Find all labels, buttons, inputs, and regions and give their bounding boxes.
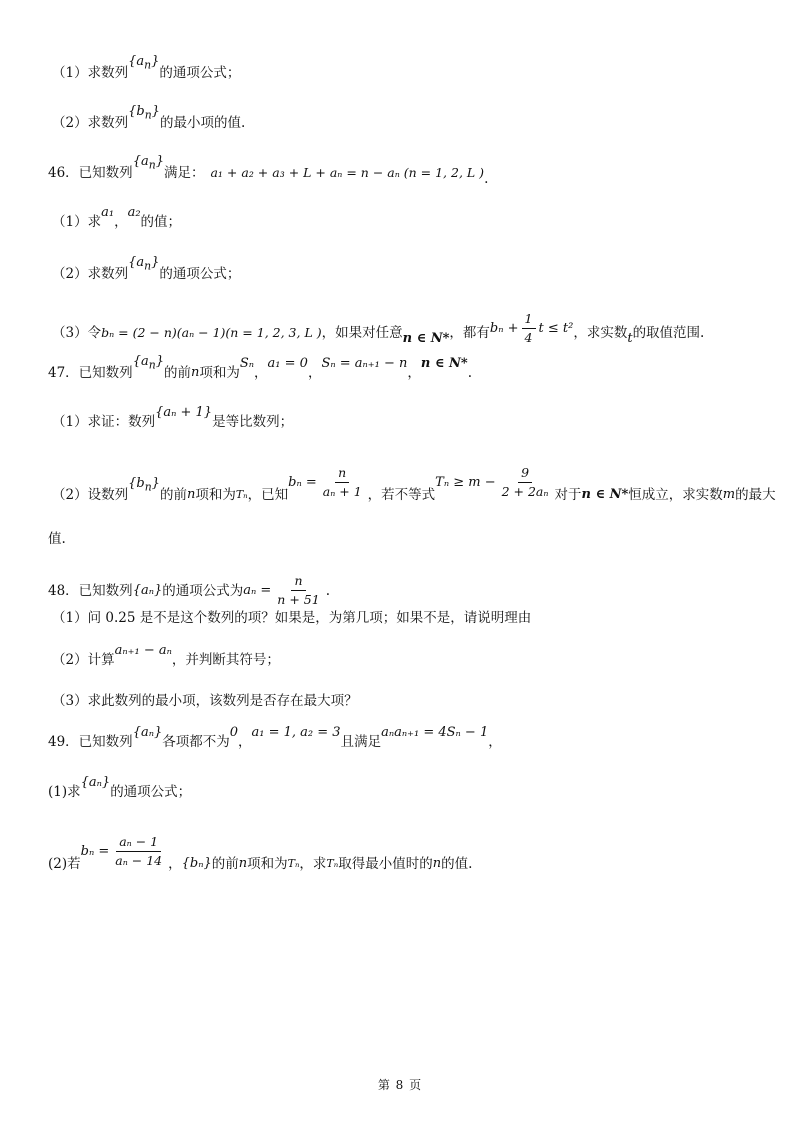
math-n: n: [186, 486, 196, 502]
math-n: n: [190, 364, 200, 380]
text: 的通项公式；: [159, 265, 241, 282]
math-seq: $\{b_n\}$: [128, 475, 160, 494]
math-a2: a₂: [127, 205, 141, 220]
text: 值.: [48, 531, 66, 547]
text: ，: [407, 364, 421, 381]
text: 取得最小值时的: [338, 855, 433, 872]
question-48-stem: [48, 572, 330, 609]
math-Sn: Sₙ: [239, 355, 255, 371]
fraction-bn: $\frac{n}{\text{aₙ + 1}}$: [322, 465, 362, 499]
question-49-stem: [48, 725, 502, 751]
text: 项和为: [199, 364, 240, 381]
text: 的最大: [735, 486, 776, 503]
math-n: n: [238, 855, 248, 871]
math-seq: $\{a_n\}$: [132, 354, 164, 372]
text: 对于: [554, 486, 582, 503]
text: （2）设数列: [52, 486, 129, 503]
text: ，: [168, 855, 182, 872]
math-seq: {aₙ}: [132, 582, 163, 598]
math-seq-plus-one: {aₙ + 1}: [155, 405, 213, 420]
text: ，求实数: [573, 324, 628, 341]
text: ，: [254, 364, 268, 381]
text: 各项都不为: [162, 734, 230, 750]
question-45-part-1: [52, 54, 241, 84]
math-difference: aₙ₊₁ − aₙ: [114, 643, 172, 658]
math-seq: $\{a_n\}$: [128, 54, 160, 72]
text: ，: [488, 734, 502, 750]
math-t: t: [627, 330, 633, 346]
text: 是等比数列；: [212, 414, 294, 430]
question-46-part-1: [52, 205, 182, 231]
question-47-part-2: [52, 465, 776, 513]
text: （3）求此数列的最小项，该数列是否存在最大项？: [52, 693, 358, 709]
math-expression: a₁ + a₂ + a₃ + L + aₙ = n − aₙ (n = 1, 2, L ): [210, 164, 485, 180]
text: 且满足: [340, 734, 382, 750]
math-seq: {aₙ}: [132, 725, 163, 740]
math-n-in-N: n ∈ N*: [402, 330, 450, 346]
question-49-part-1: [48, 775, 192, 801]
page-number: 第 8 页: [377, 1078, 423, 1092]
math-bn-def: bₙ = (2 − n)(aₙ − 1)(n = 1, 2, 3, L ): [101, 324, 322, 340]
math-m: m: [722, 486, 736, 502]
text: 46．已知数列: [48, 164, 133, 181]
text: 的前: [163, 364, 191, 381]
text: 的取值范围.: [632, 324, 705, 341]
text: ，: [238, 734, 252, 750]
text: (2)若: [48, 855, 81, 872]
question-46-part-2: [52, 255, 241, 285]
text: (1)求: [48, 784, 81, 800]
math-seq: $\{a_n\}$: [128, 255, 160, 273]
fraction-an: $\frac{n}{n + 51}$: [277, 573, 320, 607]
question-48-part-3: [52, 692, 358, 710]
text: （1）求证：数列: [52, 414, 156, 430]
text: 项和为: [195, 486, 236, 503]
math-a1-zero: a₁ = 0: [267, 355, 308, 371]
math-n: n: [432, 855, 442, 871]
math-zero: 0: [229, 725, 239, 740]
math-n-in-N: n ∈ N*: [420, 355, 468, 371]
question-48-part-2: [52, 643, 280, 669]
text: （1）问 0.25 是不是这个数列的项？如果是，为第几项；如果不是，请说明理由: [52, 610, 532, 626]
text: ，都有: [449, 324, 490, 341]
question-45-part-2: [52, 104, 246, 134]
math-seq: {bₙ}: [181, 855, 212, 871]
text: ，求: [299, 855, 327, 872]
text: .: [325, 582, 330, 599]
question-47-stem: [48, 354, 473, 384]
math-an: aₙ =: [243, 582, 272, 598]
fraction-ineq: $\frac{9}{\text{2 + 2aₙ}}$: [501, 465, 549, 499]
text: ，: [114, 214, 128, 230]
question-49-part-2: [48, 834, 473, 882]
math-Tn: Tₙ: [326, 856, 339, 870]
math-seq: {aₙ}: [80, 775, 111, 790]
text: 的值.: [441, 855, 473, 872]
text: （2）求数列: [52, 265, 129, 282]
math-bn: bₙ =: [288, 474, 317, 490]
math-seq: $\{b_n\}$: [128, 104, 160, 122]
text: ，已知: [247, 486, 289, 503]
text: .: [484, 170, 489, 187]
math-bn: bₙ =: [80, 843, 110, 859]
math-Tn-ineq: Tₙ ≥ m −: [435, 474, 496, 490]
math-Tn: Tₙ: [287, 856, 300, 870]
text: 49．已知数列: [48, 734, 133, 750]
math-recurrence: aₙaₙ₊₁ = 4Sₙ − 1: [381, 725, 489, 740]
math-n-in-N: n ∈ N*: [581, 486, 629, 502]
text: 的最小项的值.: [159, 114, 246, 131]
text: （2）求数列: [52, 114, 129, 131]
text: 的通项公式；: [159, 64, 241, 81]
text: 48．已知数列: [48, 582, 133, 599]
question-47-continuation: [48, 530, 66, 548]
fraction-bn: $\frac{\text{aₙ − 1}}{\text{aₙ − 14}}$: [115, 834, 163, 868]
text: ，若不等式: [367, 486, 436, 503]
text: （2）计算: [52, 652, 115, 668]
math-seq: $\{a_n\}$: [132, 154, 164, 172]
question-47-part-1: [52, 405, 294, 431]
math-Sn-def: Sₙ = aₙ₊₁ − n: [321, 355, 408, 371]
fraction-quarter: $\frac{1}{4}$: [522, 310, 536, 347]
text: 的前: [159, 486, 187, 503]
math-a1: a₁: [101, 205, 115, 220]
text: 恒成立，求实数: [628, 486, 723, 503]
math-bn: bₙ +: [489, 320, 519, 336]
text: 的通项公式；: [110, 784, 192, 800]
text: 项和为: [247, 855, 288, 872]
text: ，并判断其符号；: [171, 652, 280, 668]
text: 的前: [211, 855, 239, 872]
math-inequality: t ≤ t²: [538, 320, 574, 336]
text: ，如果对任意: [321, 324, 403, 341]
text: ，: [307, 364, 322, 381]
text: （1）求数列: [52, 64, 129, 81]
text: （3）令: [52, 324, 102, 341]
question-46-stem: [48, 154, 489, 187]
text: 47．已知数列: [48, 364, 133, 381]
text: 的通项公式为: [162, 582, 244, 599]
text: 满足：: [163, 164, 205, 181]
question-48-part-1: [52, 609, 531, 627]
math-initial: a₁ = 1, a₂ = 3: [251, 725, 341, 740]
question-46-part-3: [52, 311, 705, 351]
text: 的值；: [140, 214, 182, 230]
text: （1）求: [52, 214, 102, 230]
text: .: [467, 364, 473, 381]
math-Tn: Tₙ: [235, 487, 248, 501]
